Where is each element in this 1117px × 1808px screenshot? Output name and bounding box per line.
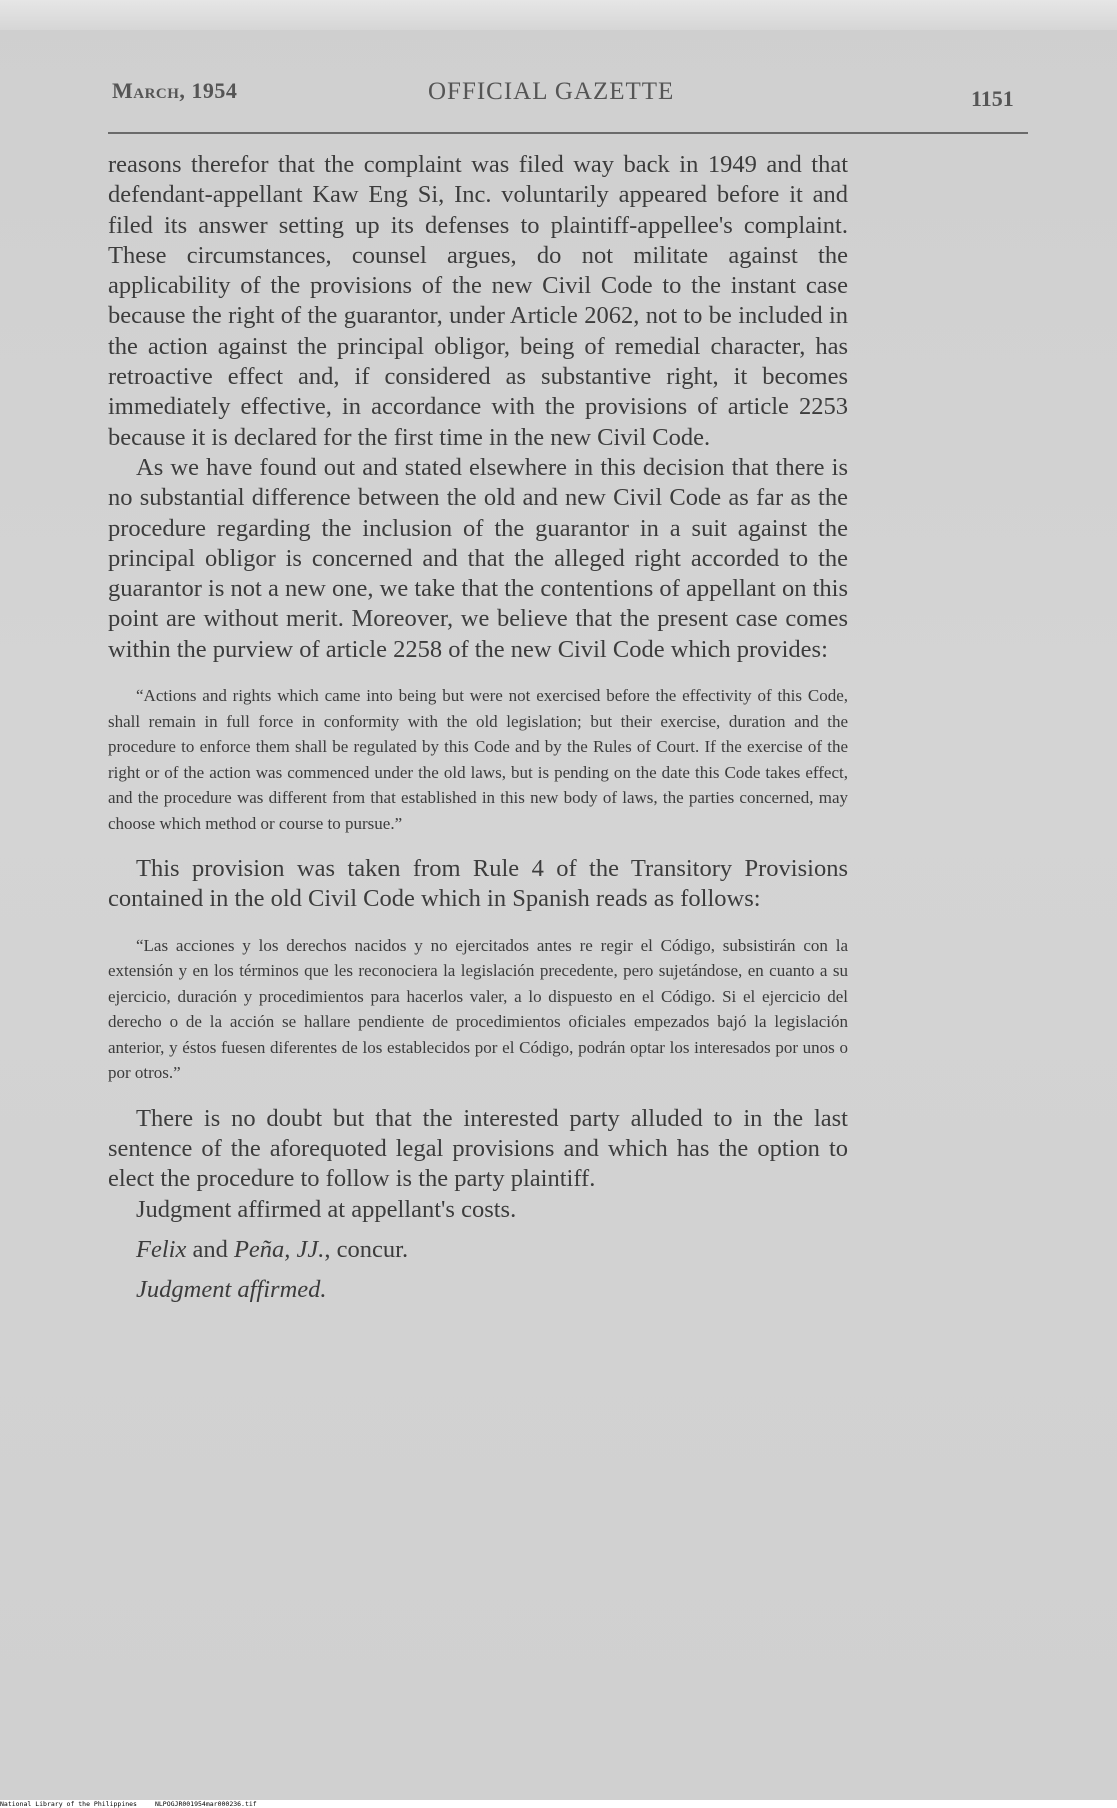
decision-text [108, 150, 848, 1305]
concurrence-line: Felix and Peña, JJ., concur. [136, 1235, 409, 1263]
paragraph: As we have found out and stated elsewhere in this decision that there is no substantial difference between the old and new Civil Code as far as the procedure regarding the inclusion of the guarantor in a suit against the principal obligor is concerned and that the alleged right accorded to the guarantor is not a new one, we take that the contentions of appellant on this point are without merit. Moreover, we believe that the present case comes within the purview of article 2258 of the new Civil Code which provides: [108, 453, 848, 663]
disposition: Judgment affirmed. [136, 1275, 327, 1303]
justice-name: Felix [136, 1235, 187, 1263]
paragraph-continued: reasons therefor that the complaint was filed way back in 1949 and that defendant-appellant Kaw Eng Si, Inc. voluntarily appeared before it and filed its answer setting up its defenses to plaintiff-appellee's complaint. These circumstances, counsel argues, do not militate against the applicability of the provisions of the new Civil Code to the instant case because the right of the guarantor, under Article 2062, not to be included in the action against the principal obligor, being of remedial character, has retroactive effect and, if considered as substantive right, it becomes immediately effective, in accordance with the provisions of article 2253 because it is declared for the first time in the new Civil Code. [108, 151, 848, 451]
page-number: 1151 [971, 86, 1014, 111]
block-quote-english: “Actions and rights which came into being but were not exercised before the effectivity of this Code, shall remain in full force in conformity with the old legislation; but their exercise, duration and the procedure to enforce them shall be regulated by this Code and by the Rules of Court. If the exercise of the right or of the action was commenced under the old laws, but is pending on the date this Code takes effect, and the procedure was different from that established in this new body of laws, the parties concerned, may choose which method or course to pursue.” [108, 686, 848, 833]
header-rule [108, 132, 1028, 134]
justice-name: Peña, JJ. [233, 1235, 325, 1263]
running-header [0, 78, 1117, 118]
footer-library: National Library of the Philippines [0, 1800, 137, 1808]
header-date: March, 1954 [112, 78, 238, 103]
footer-filename: NLPOGJR001954mar000236.tif [154, 1800, 257, 1808]
page-top-edge [0, 0, 1117, 30]
paragraph: There is no doubt but that the interested party alluded to in the last sentence of the aforequoted legal provisions and which has the option to elect the procedure to follow is the party plaintiff. [108, 1104, 848, 1193]
header-title: OFFICIAL GAZETTE [428, 78, 675, 105]
block-quote-spanish: “Las acciones y los derechos nacidos y no ejercitados antes re regir el Código, subsistirán con la extensión y en los términos que les reconociera la legislación precedente, pero sujetándose, en cuanto a su ejercicio, duración y procedimientos para hacerlos valer, a lo dispuesto en el Código. Si el ejercicio del derecho o de la acción se hallare pendiente de procedimientos oficiales empezados bajó la legislación anterior, y éstos fuesen diferentes de los establecidos por el Código, podrán optar los interesados por unos o por otros.” [108, 935, 848, 1083]
scan-footer [0, 1800, 1117, 1808]
paragraph: This provision was taken from Rule 4 of the Transitory Provisions contained in the old Civil Code which in Spanish reads as follows: [108, 855, 848, 913]
judgment-line: Judgment affirmed at appellant's costs. [136, 1195, 517, 1223]
